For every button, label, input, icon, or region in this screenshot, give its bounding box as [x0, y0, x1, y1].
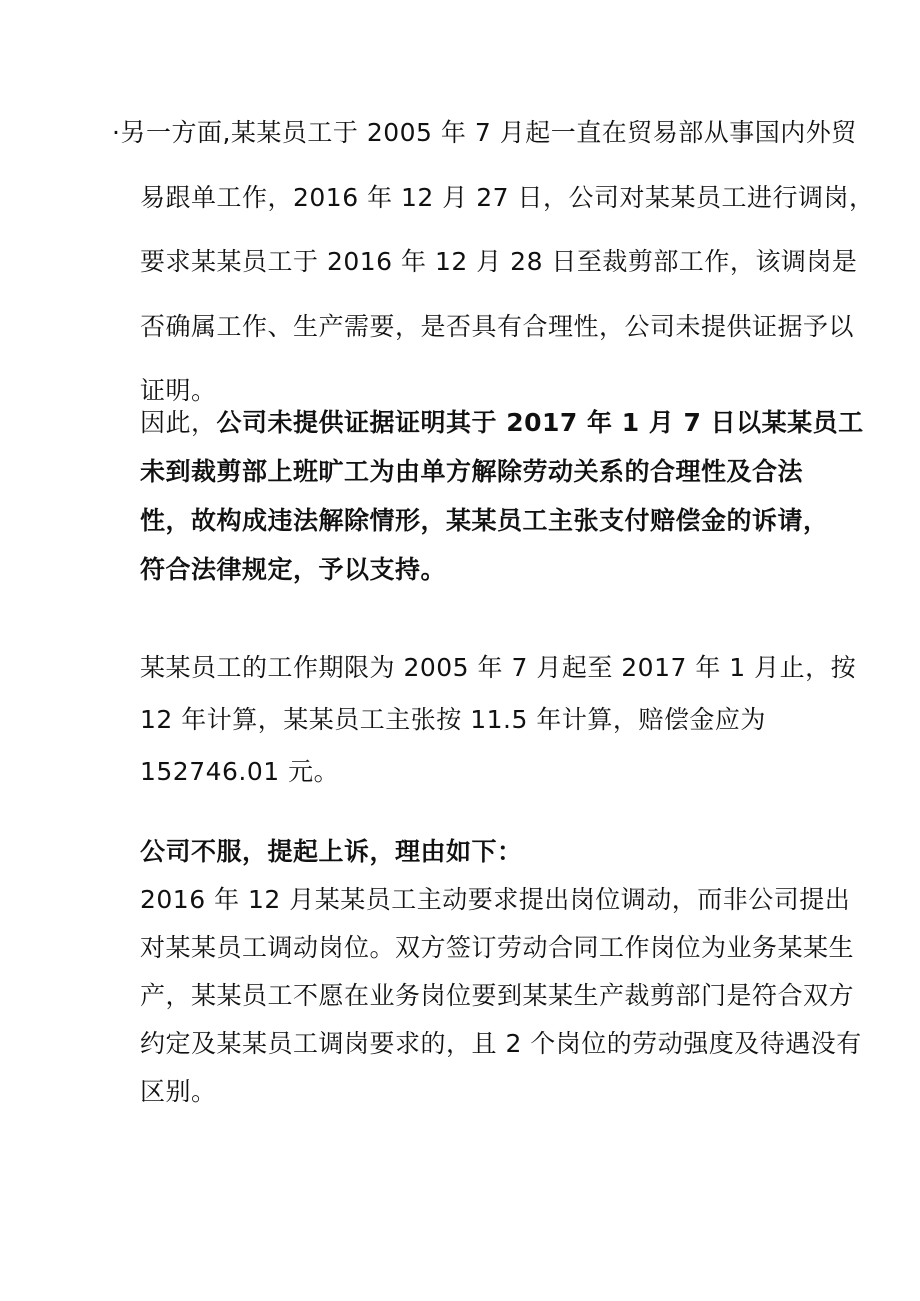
text-line: 性，故构成违法解除情形，某某员工主张支付赔偿金的诉请，	[140, 506, 829, 535]
appeal-heading: 公司不服，提起上诉，理由如下：	[140, 837, 523, 866]
text-line: 约定及某某员工调岗要求的，且 2 个岗位的劳动强度及待遇没有	[140, 1029, 862, 1058]
text-line: 2016 年 12 月某某员工主动要求提出岗位调动，而非公司提出	[140, 885, 851, 914]
conclusion-lead: 因此，	[140, 408, 217, 437]
text-line: 12 年计算，某某员工主张按 11.5 年计算，赔偿金应为	[140, 705, 766, 734]
text-line: ·另一方面,某某员工于 2005 年 7 月起一直在贸易部从事国内外贸	[112, 118, 857, 147]
text-line	[140, 405, 864, 454]
text-line: 否确属工作、生产需要，是否具有合理性，公司未提供证据予以	[140, 311, 855, 341]
text-line: 符合法律规定，予以支持。	[140, 555, 447, 584]
text-line: 未到裁剪部上班旷工为由单方解除劳动关系的合理性及合法	[140, 457, 804, 486]
paragraph-conclusion	[140, 405, 864, 601]
paragraph-compensation	[140, 650, 857, 806]
text-line: 区别。	[140, 1077, 217, 1106]
text-line: 产，某某员工不愿在业务岗位要到某某生产裁剪部门是符合双方	[140, 981, 855, 1010]
text-line: 某某员工的工作期限为 2005 年 7 月起至 2017 年 1 月止，按	[140, 653, 857, 682]
text-line: 要求某某员工于 2016 年 12 月 28 日至裁剪部工作，该调岗是	[140, 247, 858, 276]
text-line: 证明。	[140, 376, 217, 405]
text-line: 对某某员工调动岗位。双方签订劳动合同工作岗位为业务某某生	[140, 933, 855, 962]
text-line: 152746.01 元。	[140, 757, 340, 786]
paragraph-transfer-evidence	[112, 115, 875, 438]
text-line: 易跟单工作，2016 年 12 月 27 日，公司对某某员工进行调岗，	[140, 182, 875, 212]
paragraph-appeal	[140, 834, 862, 1122]
conclusion-text: 公司未提供证据证明其于 2017 年 1 月 7 日以某某员工	[216, 408, 864, 437]
